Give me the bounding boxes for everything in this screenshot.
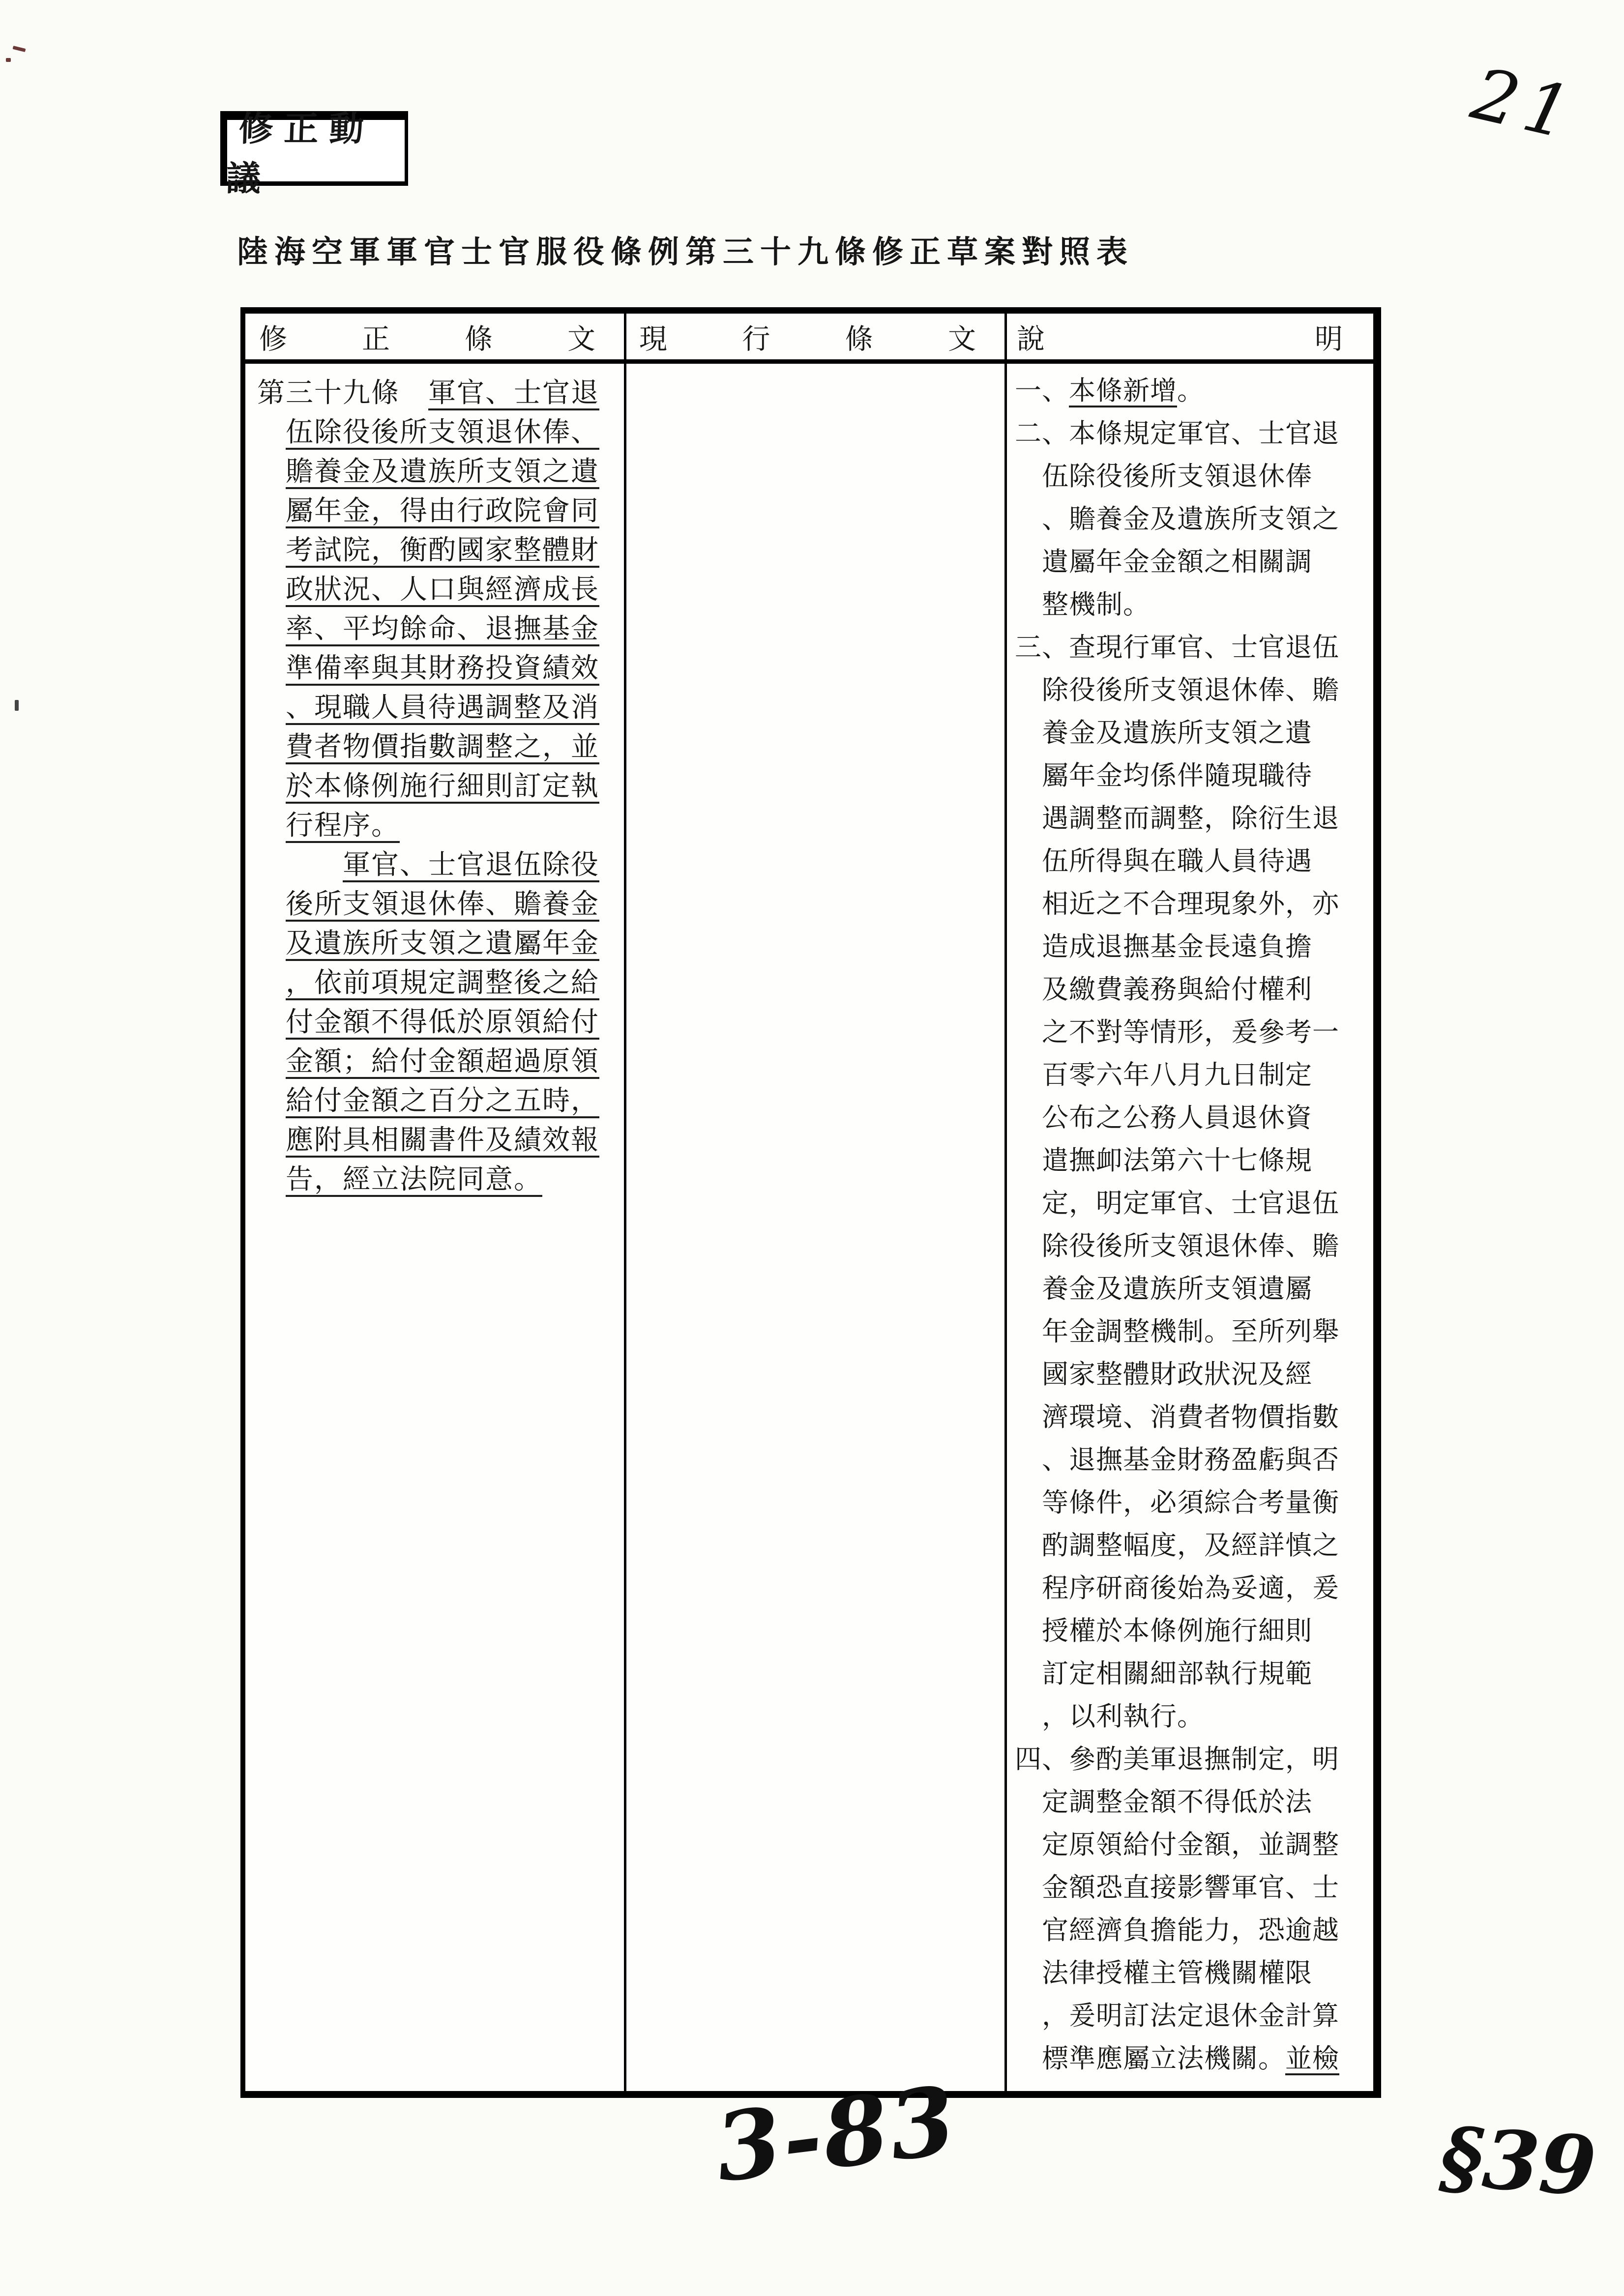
text-line [257, 492, 616, 531]
text-line [257, 727, 616, 767]
text-line [257, 1003, 616, 1042]
explanation-column [1007, 314, 1373, 2091]
text-line [1015, 541, 1367, 583]
text-line [257, 610, 616, 649]
text-line [1015, 1567, 1367, 1610]
header-char: 正 [362, 323, 390, 355]
text-line [1015, 1054, 1367, 1097]
text-line [1015, 1909, 1367, 1952]
text-line [257, 570, 616, 610]
text-segment [257, 1007, 286, 1038]
current-text-column [626, 314, 1007, 2091]
text-line [1015, 1995, 1367, 2037]
text-segment: 標準應屬立法機關。 [1015, 2044, 1285, 2073]
text-segment [257, 1086, 286, 1116]
text-line [1015, 1353, 1367, 1396]
underlined-text-segment: 伍除役後所支領退休俸、 [286, 417, 599, 450]
text-line [257, 374, 616, 413]
text-segment: 四、參酌美軍退撫制定，明 [1015, 1744, 1339, 1774]
underlined-text-segment: 考試院，衡酌國家整體財 [286, 535, 599, 568]
text-segment: 定原領給付金額，並調整 [1015, 1830, 1339, 1860]
text-line [257, 924, 616, 963]
text-segment: 程序研商後始為妥適，爰 [1015, 1573, 1339, 1603]
text-segment: 遣撫卹法第六十七條規 [1015, 1146, 1312, 1175]
amended-text-body [245, 364, 624, 2091]
underlined-text-segment: 並檢 [1285, 2044, 1339, 2075]
text-line [1015, 1738, 1367, 1781]
underlined-text-segment: 金額；給付金額超過原領 [286, 1046, 599, 1079]
text-line [257, 688, 616, 727]
text-segment: 國家整體財政狀況及經 [1015, 1360, 1312, 1389]
text-segment: 養金及遺族所支領之遺 [1015, 718, 1312, 748]
text-line [1015, 2037, 1367, 2080]
handwritten-page-number-top-right: 21 [1464, 52, 1585, 157]
text-segment [257, 968, 286, 998]
text-line [257, 452, 616, 492]
underlined-text-segment: 付金額不得低於原領給付 [286, 1007, 599, 1040]
text-segment: 及繳費義務與給付權利 [1015, 975, 1312, 1004]
text-line [1015, 626, 1367, 669]
text-segment [257, 889, 286, 920]
text-segment [257, 496, 286, 526]
underlined-text-segment: 告，經立法院同意。 [286, 1164, 542, 1197]
text-segment [257, 614, 286, 644]
scan-speck [13, 46, 26, 52]
text-segment: 遇調整而調整，除衍生退 [1015, 804, 1339, 833]
text-line [257, 1160, 616, 1199]
text-line [1015, 1653, 1367, 1695]
text-line [257, 413, 616, 452]
underlined-text-segment: 及遺族所支領之遺屬年金 [286, 929, 599, 961]
text-line [1015, 712, 1367, 755]
text-segment: 訂定相關細部執行規範 [1015, 1659, 1312, 1688]
header-char: 文 [947, 323, 976, 355]
text-line [1015, 669, 1367, 712]
underlined-text-segment: 費者物價指數調整之，並 [286, 732, 599, 764]
text-line [1015, 968, 1367, 1011]
text-line [257, 963, 616, 1003]
header-amended-text [245, 314, 624, 364]
text-segment: 伍所得與在職人員待遇 [1015, 846, 1312, 876]
text-segment: 伍除役後所支領退休俸 [1015, 462, 1312, 491]
text-line [257, 531, 616, 570]
text-line [1015, 1268, 1367, 1310]
text-segment [257, 457, 286, 487]
text-segment: 公布之公務人員退休資 [1015, 1103, 1312, 1133]
text-line [1015, 1524, 1367, 1567]
text-line [1015, 370, 1367, 412]
text-line [1015, 1310, 1367, 1353]
text-line [1015, 1225, 1367, 1268]
header-char: 條 [845, 323, 873, 355]
text-line [257, 649, 616, 688]
text-line [1015, 1139, 1367, 1182]
scan-speck [15, 700, 19, 711]
text-segment: 定調整金額不得低於法 [1015, 1787, 1312, 1817]
underlined-text-segment: 軍官、士官退 [428, 378, 599, 410]
amendment-motion-stamp [220, 110, 408, 198]
text-segment: 除役後所支領退休俸、贍 [1015, 675, 1339, 705]
text-line [257, 1042, 616, 1081]
underlined-text-segment: 後所支領退休俸、贍養金 [286, 889, 599, 922]
text-segment: 授權於本條例施行細則 [1015, 1616, 1312, 1646]
text-line [1015, 840, 1367, 883]
current-text-body [626, 364, 1004, 2091]
underlined-text-segment: 軍官、士官退伍除役 [343, 850, 599, 882]
text-line [1015, 755, 1367, 797]
underlined-text-segment: 應附具相關書件及績效報 [286, 1125, 599, 1158]
underlined-text-segment: 、現職人員待遇調整及消 [286, 693, 599, 725]
text-segment [257, 811, 286, 841]
text-segment: 官經濟負擔能力，恐逾越 [1015, 1916, 1339, 1945]
underlined-text-segment: 贍養金及遺族所支領之遺 [286, 457, 599, 489]
text-line [1015, 797, 1367, 840]
text-line [1015, 583, 1367, 626]
text-segment: 一、 [1015, 376, 1069, 406]
text-line [1015, 1097, 1367, 1139]
text-segment: 二、本條規定軍官、士官退 [1015, 419, 1339, 448]
header-explanation [1007, 314, 1373, 364]
text-line [1015, 1866, 1367, 1909]
text-segment: ，以利執行。 [1015, 1702, 1204, 1731]
explanation-body [1007, 364, 1373, 2091]
text-segment [257, 732, 286, 762]
text-line [257, 845, 616, 885]
underlined-text-segment: 屬年金，得由行政院會同 [286, 496, 599, 528]
comparison-table [240, 307, 1381, 2098]
text-segment: 、贍養金及遺族所支領之 [1015, 504, 1339, 534]
text-line [1015, 1011, 1367, 1054]
header-char: 條 [465, 323, 493, 355]
text-segment: ，爰明訂法定退休金計算 [1015, 2001, 1339, 2031]
text-segment [257, 1164, 286, 1195]
document-title: 陸海空軍軍官士官服役條例第三十九條修正草案對照表 [237, 235, 1134, 269]
text-line [257, 1121, 616, 1160]
text-segment: 法律授權主管機關權限 [1015, 1958, 1312, 1988]
text-line [1015, 1695, 1367, 1738]
text-line [257, 806, 616, 845]
text-line [1015, 1396, 1367, 1439]
underlined-text-segment: 準備率與其財務投資績效 [286, 653, 599, 686]
text-segment: 年金調整機制。至所列舉 [1015, 1317, 1339, 1346]
text-segment: 定，明定軍官、士官退伍 [1015, 1189, 1339, 1218]
text-segment: 濟環境、消費者物價指數 [1015, 1402, 1339, 1432]
text-segment: 整機制。 [1015, 590, 1150, 619]
handwritten-page-number-bottom-right: §39 [1437, 2108, 1599, 2214]
text-segment: 造成退撫基金長遠負擔 [1015, 932, 1312, 961]
text-segment: 百零六年八月九日制定 [1015, 1060, 1312, 1090]
header-char: 明 [1315, 323, 1343, 355]
header-char: 說 [1017, 323, 1045, 355]
text-segment [257, 929, 286, 959]
text-segment [257, 771, 286, 802]
header-current-text [626, 314, 1004, 364]
text-line [257, 767, 616, 806]
header-char: 修 [259, 323, 287, 355]
header-char: 行 [742, 323, 770, 355]
text-segment [257, 1125, 286, 1156]
text-line [1015, 1482, 1367, 1524]
text-line [1015, 1824, 1367, 1866]
underlined-text-segment: ，依前項規定調整後之給 [286, 968, 599, 1000]
text-segment: 金額恐直接影響軍官、士 [1015, 1873, 1339, 1902]
text-segment: 。 [1177, 376, 1204, 406]
text-line [1015, 1952, 1367, 1995]
text-segment [257, 1046, 286, 1077]
text-segment: 等條件，必須綜合考量衡 [1015, 1488, 1339, 1517]
text-segment: 、退撫基金財務盈虧與否 [1015, 1445, 1339, 1475]
text-segment [257, 575, 286, 605]
text-segment [257, 417, 286, 448]
underlined-text-segment: 給付金額之百分之五時， [286, 1086, 599, 1118]
text-line [1015, 1610, 1367, 1653]
text-segment [257, 693, 286, 723]
text-line [257, 885, 616, 924]
underlined-text-segment: 率、平均餘命、退撫基金 [286, 614, 599, 646]
text-line [1015, 498, 1367, 541]
text-segment [257, 850, 343, 880]
stamp-label: 修正動議 [225, 110, 375, 198]
text-segment: 屬年金均係伴隨現職待 [1015, 761, 1312, 790]
text-segment: 酌調整幅度，及經詳慎之 [1015, 1531, 1339, 1560]
text-segment [257, 653, 286, 684]
text-segment: 三、查現行軍官、士官退伍 [1015, 633, 1339, 662]
underlined-text-segment: 於本條例施行細則訂定執 [286, 771, 599, 804]
header-char: 現 [639, 323, 667, 355]
text-line [1015, 1439, 1367, 1482]
text-segment: 除役後所支領退休俸、贍 [1015, 1231, 1339, 1261]
text-line [1015, 455, 1367, 498]
amended-text-column [245, 314, 626, 2091]
text-line [1015, 412, 1367, 455]
text-segment: 之不對等情形，爰參考一 [1015, 1017, 1339, 1047]
text-line [1015, 926, 1367, 968]
text-segment: 相近之不合理現象外，亦 [1015, 889, 1339, 919]
header-char: 文 [567, 323, 595, 355]
underlined-text-segment: 行程序。 [286, 811, 400, 843]
text-line [1015, 1781, 1367, 1824]
underlined-text-segment: 政狀況、人口與經濟成長 [286, 575, 599, 607]
underlined-text-segment: 本條新增 [1069, 376, 1177, 407]
text-line [1015, 1182, 1367, 1225]
text-line [257, 1081, 616, 1121]
text-segment: 養金及遺族所支領遺屬 [1015, 1274, 1312, 1304]
handwritten-page-number-bottom-center: 3-83 [709, 2064, 963, 2204]
text-segment [257, 535, 286, 566]
scan-speck [6, 58, 11, 62]
text-segment: 第三十九條 [257, 378, 428, 408]
text-segment: 遺屬年金金額之相關調 [1015, 547, 1312, 577]
text-line [1015, 883, 1367, 926]
